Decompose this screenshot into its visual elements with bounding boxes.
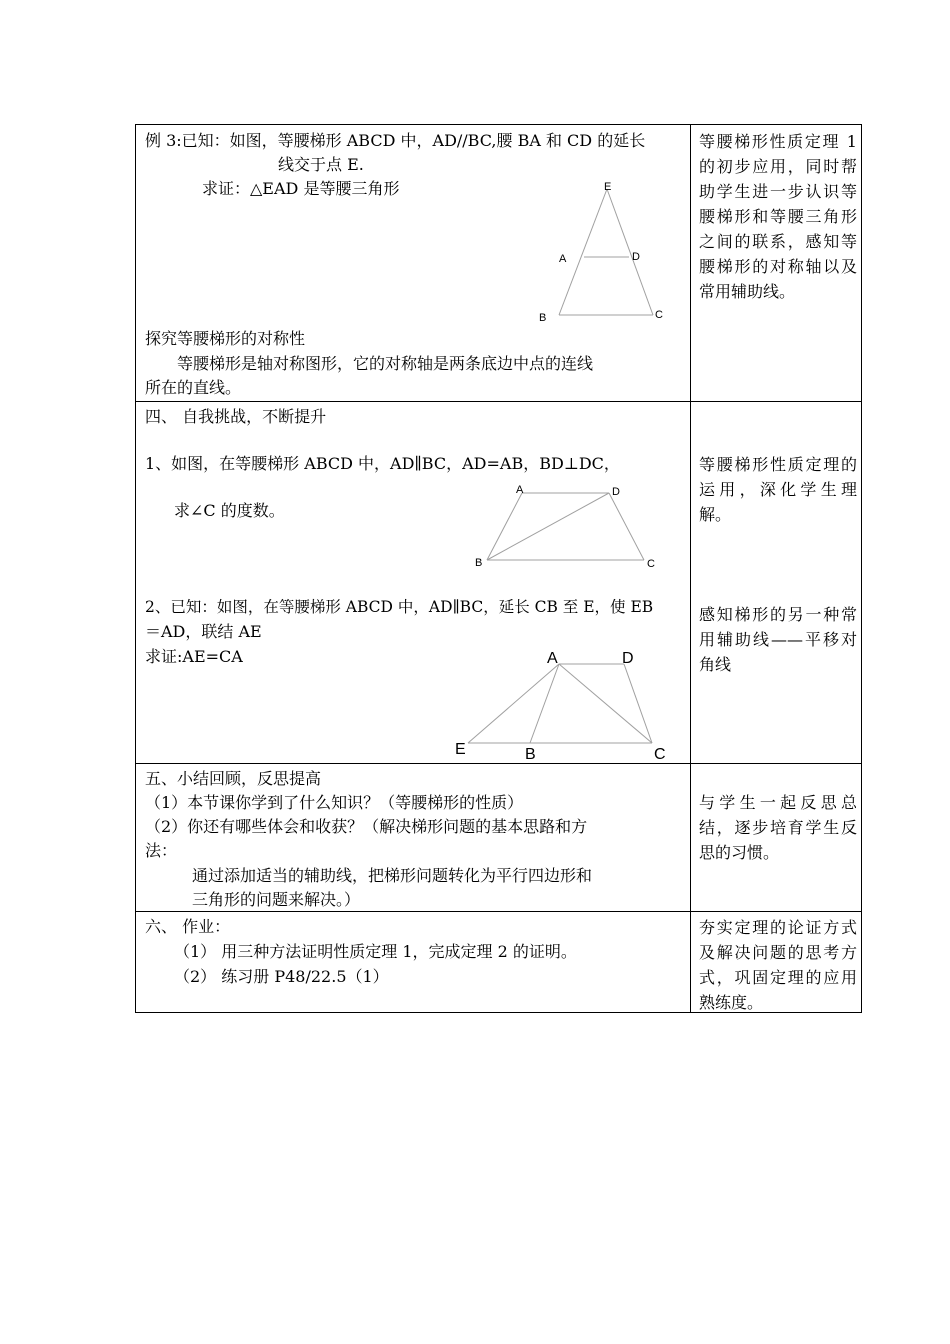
question-1-line-1: 1、如图，在等腰梯形 ABCD 中，AD∥BC，AD=AB，BD⊥DC， xyxy=(145,454,620,473)
example-3-line-1: 例 3:已知：如图，等腰梯形 ABCD 中，AD//BC,腰 BA 和 CD 的延长 xyxy=(145,131,646,150)
summary-content xyxy=(136,764,690,911)
example-3-note: 等腰梯形性质定理 1 的初步应用，同时帮助学生进一步认识等腰梯形和等腰三角形之间的联系，感知等腰梯形的对称轴以及常用辅助线。 xyxy=(699,132,857,301)
fig1-label-a: A xyxy=(516,484,524,496)
summary-line-2: （2）你还有哪些体会和收获？（解决梯形问题的基本思路和方 xyxy=(145,817,588,836)
homework-item-2: （2） 练习册 P48/22.5（1） xyxy=(174,967,389,986)
fig1-label-b: B xyxy=(475,557,483,569)
fig2-label-a: A xyxy=(547,650,558,667)
example-3-content xyxy=(136,125,690,401)
fig2-label-c: C xyxy=(654,746,666,763)
summary-note: 与学生一起反思总结，逐步培育学生反思的习惯。 xyxy=(699,793,857,862)
homework-item-1: （1） 用三种方法证明性质定理 1，完成定理 2 的证明。 xyxy=(174,942,577,961)
fig2-label-d: D xyxy=(622,650,634,667)
self-challenge-note-cell xyxy=(690,402,861,763)
summary-line-4: 通过添加适当的辅助线，把梯形问题转化为平行四边形和 xyxy=(192,866,593,885)
symmetry-line-1: 等腰梯形是轴对称图形，它的对称轴是两条底边中点的连线 xyxy=(177,354,594,373)
example-3-line-2: 线交于点 E. xyxy=(278,155,364,174)
summary-line-3: 法： xyxy=(145,841,178,860)
symmetry-heading: 探究等腰梯形的对称性 xyxy=(145,329,306,348)
row-self-challenge xyxy=(136,401,861,763)
fig-label-e: E xyxy=(604,181,612,193)
figure-triangle-ead xyxy=(531,175,676,325)
question-2-line-2: ＝AD，联结 AE xyxy=(145,622,262,641)
question-2-line-1: 2、已知：如图，在等腰梯形 ABCD 中，AD∥BC，延长 CB 至 E，使 EB xyxy=(145,598,654,616)
row-summary xyxy=(136,763,861,911)
question-2-note: 感知梯形的另一种常用辅助线——平移对角线 xyxy=(699,605,857,674)
figure-trapezoid-1 xyxy=(471,478,671,573)
example-3-prove: 求证：△EAD 是等腰三角形 xyxy=(202,179,400,198)
fig-label-a: A xyxy=(559,253,567,265)
figure-trapezoid-2 xyxy=(451,646,671,764)
section-4-heading: 四、 自我挑战，不断提升 xyxy=(145,407,327,426)
homework-note-cell xyxy=(690,912,861,1012)
question-2-prove: 求证:AE=CA xyxy=(145,647,243,666)
fig2-label-b: B xyxy=(525,746,536,763)
fig1-label-d: D xyxy=(612,486,620,498)
section-6-heading: 六、 作业： xyxy=(145,917,231,936)
summary-line-5: 三角形的问题来解决。） xyxy=(192,890,361,909)
summary-line-1: （1）本节课你学到了什么知识？（等腰梯形的性质） xyxy=(145,793,524,812)
symmetry-line-2: 所在的直线。 xyxy=(145,378,242,397)
self-challenge-content xyxy=(136,402,690,763)
question-1-note: 等腰梯形性质定理的运用，深化学生理解。 xyxy=(699,455,857,524)
fig-label-d: D xyxy=(632,251,640,263)
fig-label-b: B xyxy=(539,312,547,324)
row-homework xyxy=(136,911,861,1012)
row-example-3 xyxy=(136,125,861,401)
homework-content xyxy=(136,912,690,1012)
lesson-table xyxy=(135,124,862,1013)
example-3-note-cell xyxy=(690,125,861,401)
summary-note-cell xyxy=(690,764,861,911)
homework-note: 夯实定理的论证方式及解决问题的思考方式，巩固定理的应用熟练度。 xyxy=(699,918,857,1012)
question-1-line-2: 求∠C 的度数。 xyxy=(174,501,285,520)
fig1-label-c: C xyxy=(647,558,655,570)
section-5-heading: 五、小结回顾，反思提高 xyxy=(145,769,322,788)
fig2-label-e: E xyxy=(455,741,466,758)
fig-label-c: C xyxy=(655,309,663,321)
